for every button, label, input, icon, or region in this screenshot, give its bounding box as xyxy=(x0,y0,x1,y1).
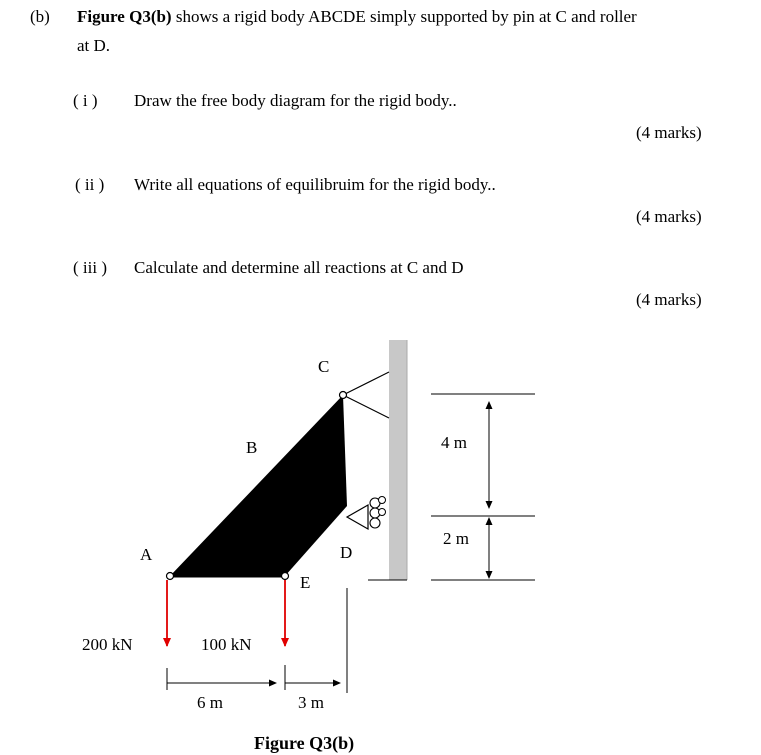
subq-1-marks: (4 marks) xyxy=(636,123,702,142)
intro-text: shows a rigid body ABCDE simply supported by pin at C and roller xyxy=(171,7,637,26)
wall xyxy=(389,340,407,580)
roller-support-d xyxy=(347,497,386,530)
subq-3-marks: (4 marks) xyxy=(636,290,702,309)
subq-3-text: Calculate and determine all reactions at C and D xyxy=(134,258,464,277)
label-c: C xyxy=(318,357,330,376)
figure-reference: Figure Q3(b) xyxy=(77,7,172,26)
pin-a xyxy=(167,573,174,580)
subq-1-text: Draw the free body diagram for the rigid body.. xyxy=(134,91,457,110)
subq-2-text: Write all equations of equilibruim for the rigid body.. xyxy=(134,175,496,194)
dim-label-3m: 3 m xyxy=(298,693,324,712)
pin-support-c xyxy=(340,372,390,418)
load-label-200kn: 200 kN xyxy=(82,635,133,654)
subq-2-marks: (4 marks) xyxy=(636,207,702,226)
pin-e xyxy=(282,573,289,580)
label-d: D xyxy=(340,543,353,562)
label-b: B xyxy=(246,438,258,457)
rigid-body xyxy=(170,395,347,576)
subq-2-number: ( ii ) xyxy=(75,175,105,194)
label-a: A xyxy=(140,545,153,564)
dim-label-6m: 6 m xyxy=(197,693,223,712)
part-label: (b) xyxy=(30,7,50,26)
figure-caption: Figure Q3(b) xyxy=(254,733,355,753)
dim-label-4m: 4 m xyxy=(441,433,467,452)
load-label-100kn: 100 kN xyxy=(201,635,252,654)
question-intro-line2: at D. xyxy=(77,36,111,55)
subq-1-number: ( i ) xyxy=(73,91,98,110)
dim-label-2m: 2 m xyxy=(443,529,469,548)
label-e: E xyxy=(300,573,311,592)
subq-3-number: ( iii ) xyxy=(73,258,107,277)
